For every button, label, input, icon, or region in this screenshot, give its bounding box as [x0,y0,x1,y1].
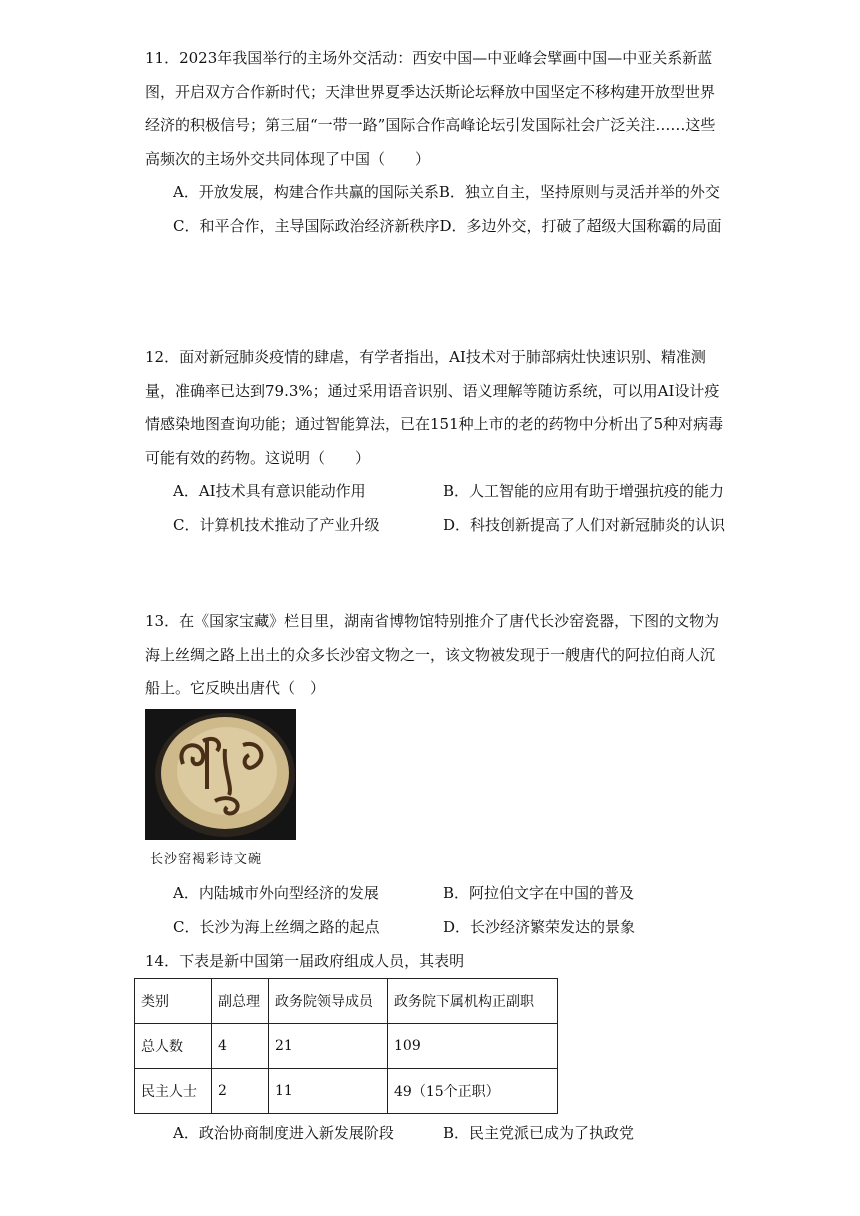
bowl-illustration [145,709,296,840]
table-header-cell: 副总理 [212,979,269,1024]
table-header-cell: 政务院下属机构正副职 [388,979,558,1024]
table-header-row [135,979,558,1024]
question-11-stem: 11．2023年我国举行的主场外交活动：西安中国—中亚峰会擘画中国—中亚关系新蓝图，开启双方合作新时代；天津世界夏季达沃斯论坛释放中国坚定不移构建开放型世界经济的积极信号；第三届“一带一路”国际合作高峰论坛引发国际社会广泛关注……这些高频次的主场外交共同体现了中国（ ） [145,49,716,168]
question-14-options [145,1117,725,1150]
table-cell: 11 [269,1069,388,1114]
question-11-option-d[interactable]: D．多边外交，打破了超级大国称霸的局面 [439,216,722,235]
question-13-stem: 13．在《国家宝藏》栏目里，湖南省博物馆特别推介了唐代长沙窑瓷器，下图的文物为海上丝绸之路上出土的众多长沙窑文物之一，该文物被发现于一艘唐代的阿拉伯商人沉船上。它反映出唐代（ ） [145,612,720,697]
table-row [135,1069,558,1114]
question-12-option-b[interactable]: B．人工智能的应用有助于增强抗疫的能力 [443,482,725,500]
question-12-options-ab [145,475,725,509]
question-13-option-b[interactable]: B．阿拉伯文字在中国的普及 [443,884,635,902]
question-13-options-cd [145,911,725,945]
question-14-option-a[interactable]: A．政治协商制度进入新发展阶段 [173,1124,394,1142]
question-14-options-ab [145,1117,725,1150]
question-11-option-b[interactable]: B．独立自主，坚持原则与灵活并举的外交 [438,183,720,201]
question-11-options-cd [145,210,725,244]
question-12-option-d[interactable]: D．科技创新提高了人们对新冠肺炎的认识 [443,515,726,534]
question-13-options-ab [145,877,725,911]
government-members-table [134,978,558,1114]
image-caption: 长沙窑褐彩诗文碗 [150,852,263,867]
question-13-options [145,877,725,944]
question-13-option-c[interactable]: C．长沙为海上丝绸之路的起点 [173,917,380,936]
question-12 [145,341,725,542]
table-cell: 109 [388,1024,558,1069]
question-13 [145,605,725,706]
table-row [135,1024,558,1069]
question-14 [145,945,725,979]
question-12-stem: 12．面对新冠肺炎疫情的肆虐，有学者指出，AI技术对于肺部病灶快速识别、精准测量，准确率已达到79.3%；通过采用语音识别、语义理解等随访系统，可以用AI设计疫情感染地图查询功能；通过智能算法，已在151种上市的老的药物中分析出了5种对病毒可能有效的药物。这说明（ ） [145,348,724,467]
question-11-option-c[interactable]: C．和平合作，主导国际政治经济新秩序 [173,216,440,235]
question-12-option-a[interactable]: A．AI技术具有意识能动作用 [173,482,366,500]
table-cell: 21 [269,1024,388,1069]
table-header-cell: 政务院领导成员 [269,979,388,1024]
question-13-option-a[interactable]: A．内陆城市外向型经济的发展 [173,884,379,902]
table-cell: 4 [212,1024,269,1069]
question-14-stem: 14．下表是新中国第一届政府组成人员，其表明 [145,952,465,970]
table-header-cell: 类别 [135,979,212,1024]
question-12-options-cd [145,509,725,543]
table-cell: 49（15个正职） [388,1069,558,1114]
question-11-options-ab [145,176,725,210]
question-11 [145,42,725,243]
question-11-option-a[interactable]: A．开放发展，构建合作共赢的国际关系 [173,183,439,201]
table-cell: 2 [212,1069,269,1114]
question-13-option-d[interactable]: D．长沙经济繁荣发达的景象 [443,917,636,936]
table-cell: 民主人士 [135,1069,212,1114]
question-12-option-c[interactable]: C．计算机技术推动了产业升级 [173,515,380,534]
changsha-kiln-bowl-image [145,709,296,840]
question-14-option-b[interactable]: B．民主党派已成为了执政党 [443,1124,635,1142]
table-cell: 总人数 [135,1024,212,1069]
